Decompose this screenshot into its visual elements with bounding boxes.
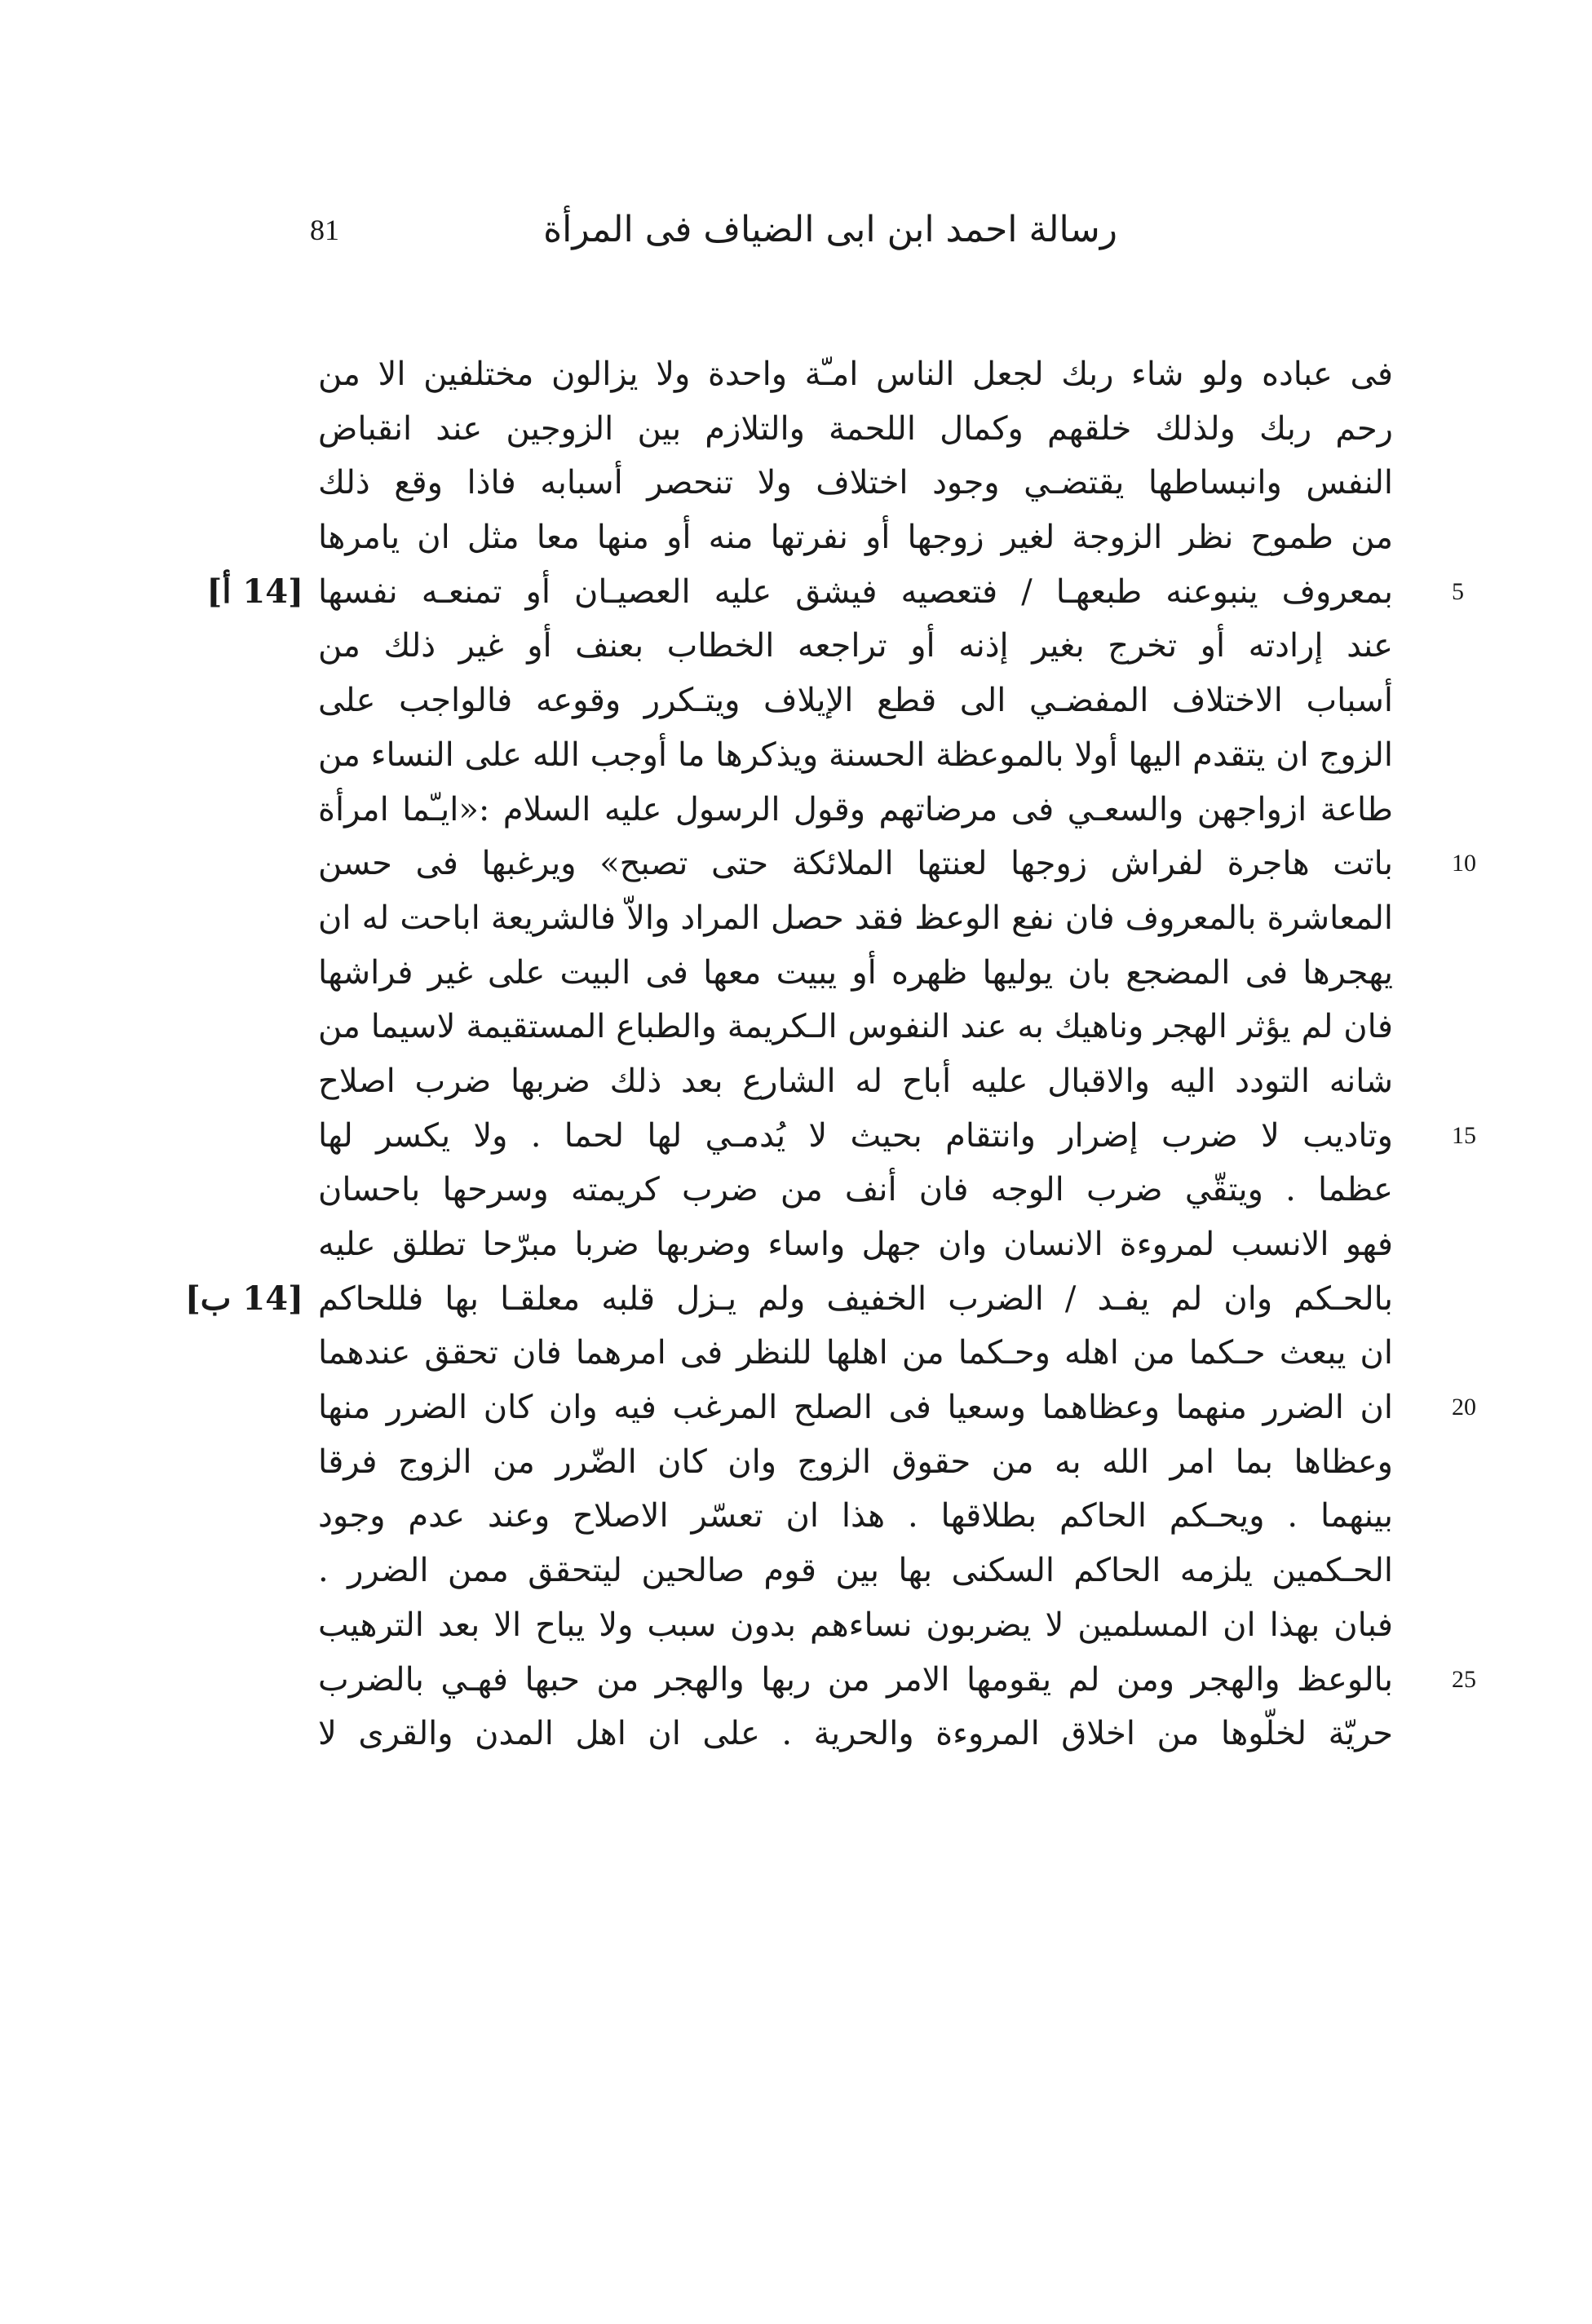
line-text: ان الضرر منهما وعظاهما وسعيا فى الصلح المرغب فيه وان كان الضرر منها — [318, 1389, 1393, 1427]
line-text: باتت هاجرة لفراش زوجها لعنتها الملائكة حتى تصبح» ويرغبها فى حسن — [318, 845, 1393, 883]
text-line — [318, 1653, 1476, 1708]
line-text: عند إرادته أو تخرج بغير إذنه أو تراجعه الخطاب بعنف أو غير ذلك من — [318, 627, 1393, 665]
line-text: المعاشرة بالمعروف فان نفع الوعظ فقد حصل المراد والاّ فالشريعة اباحت له ان — [318, 899, 1393, 937]
text-line — [318, 510, 1393, 565]
line-text: بالوعظ والهجر ومن لم يقومها الامر من ربها والهجر من حبها فهـي بالضرب — [318, 1660, 1393, 1699]
text-line — [184, 1272, 1393, 1327]
text-line — [318, 619, 1393, 674]
text-line — [318, 1489, 1393, 1544]
text-line — [318, 728, 1393, 783]
line-text: بالحـكم وان لم يفـد / الضرب الخفيف ولم يـزل قلبه معلقـا بها فللحاكم — [318, 1279, 1393, 1318]
line-text: من طموح نظر الزوجة لغير زوجها أو نفرتها منه أو منها معا مثل ان يامرها — [318, 519, 1393, 557]
line-text: شانه التودد اليه والاقبال عليه أباح له الشارع بعد ذلك ضربها ضرب اصلاح — [318, 1062, 1393, 1100]
folio-marker: [14 أ] — [206, 572, 303, 611]
text-line — [318, 1381, 1476, 1435]
text-line — [318, 1163, 1393, 1217]
text-line — [318, 1109, 1476, 1164]
text-line — [318, 1598, 1393, 1653]
text-line — [318, 674, 1393, 728]
line-number: 20 — [1452, 1394, 1476, 1421]
line-text: النفس وانبساطها يقتضـي وجود اختلاف ولا تنحصر أسبابه فاذا وقع ذلك — [318, 464, 1393, 502]
line-number: 5 — [1452, 577, 1464, 605]
text-line — [318, 946, 1393, 1001]
line-text: طاعة ازواجهن والسعـي فى مرضاتهم وقول الرسول عليه السلام :«ايـّما امرأة — [318, 790, 1393, 828]
page-number: 81 — [310, 214, 339, 246]
body-text — [184, 347, 1476, 1761]
line-text: بمعروف ينبوعنه طبعهـا / فتعصيه فيشق عليه العصيـان أو تمنعـه نفسها — [318, 572, 1393, 611]
line-text: ان يبعث حـكما من اهله وحـكما من اهلها للنظر فى امرهما فان تحقق عندهما — [318, 1334, 1393, 1372]
text-line — [318, 456, 1393, 510]
text-line — [318, 837, 1476, 891]
text-line — [318, 1707, 1393, 1761]
text-line — [318, 1544, 1393, 1598]
line-text: الزوج ان يتقدم اليها أولا بالموعظة الحسنة ويذكرها ما أوجب الله على النساء من — [318, 736, 1393, 774]
line-text: فى عباده ولو شاء ربك لجعل الناس امـّة واحدة ولا يزالون مختلفين الا من — [318, 356, 1393, 393]
folio-marker: [14 ب] — [184, 1279, 303, 1318]
text-line — [318, 1054, 1393, 1109]
line-number: 10 — [1452, 850, 1476, 877]
line-text: وعظاها بما امر الله به من حقوق الزوج وان كان الضّرر من الزوج فرقا — [318, 1443, 1393, 1481]
line-text: بينهما . ويحـكم الحاكم بطلاقها . هذا ان تعسّر الاصلاح وعند عدم وجود — [318, 1497, 1393, 1535]
line-text: أسباب الاختلاف المفضـي الى قطع الإيلاف ويتـكرر وقوعه فالواجب على — [318, 682, 1393, 720]
text-line — [206, 565, 1464, 620]
line-text: رحم ربك ولذلك خلقهم وكمال اللحمة والتلازم بين الزوجين عند انقباض — [318, 409, 1393, 448]
line-text: فان لم يؤثر الهجر وناهيك به عند النفوس الـكريمة والطباع المستقيمة لاسيما من — [318, 1008, 1393, 1046]
line-text: يهجرها فى المضجع بان يوليها ظهره أو يبيت معها فى البيت على غير فراشها — [318, 953, 1393, 992]
line-text: فبان بهذا ان المسلمين لا يضربون نساءهم بدون سبب ولا يباح الا بعد الترهيب — [318, 1606, 1393, 1644]
text-line — [318, 1326, 1393, 1381]
text-line — [318, 891, 1393, 946]
line-number: 25 — [1452, 1665, 1476, 1693]
text-line — [318, 1435, 1393, 1490]
line-number: 15 — [1452, 1121, 1476, 1149]
line-text: فهو الانسب لمروءة الانسان وان جهل واساء وضربها ضربا مبرّحا تطلق عليه — [318, 1226, 1393, 1263]
text-line — [318, 1000, 1393, 1054]
line-text: الحـكمين يلزمه الحاكم السكنى بها بين قوم صالحين ليتحقق ممن الضرر . — [318, 1552, 1393, 1590]
line-text: وتاديب لا ضرب إضرار وانتقام بحيث لا يُدمـي لها لحما . ولا يكسر لها — [318, 1116, 1393, 1155]
line-text: عظما . ويتقّي ضرب الوجه فان أنف من ضرب كريمته وسرحها باحسان — [318, 1171, 1393, 1209]
line-text: حريّة لخلّوها من اخلاق المروءة والحرية . على ان اهل المدن والقرى لا — [318, 1715, 1393, 1753]
running-title: رسالة احمد ابن ابى الضياف فى المرأة — [543, 209, 1117, 250]
text-line — [318, 1217, 1393, 1272]
text-line — [318, 347, 1393, 402]
text-line — [318, 402, 1393, 457]
text-line — [318, 783, 1393, 837]
